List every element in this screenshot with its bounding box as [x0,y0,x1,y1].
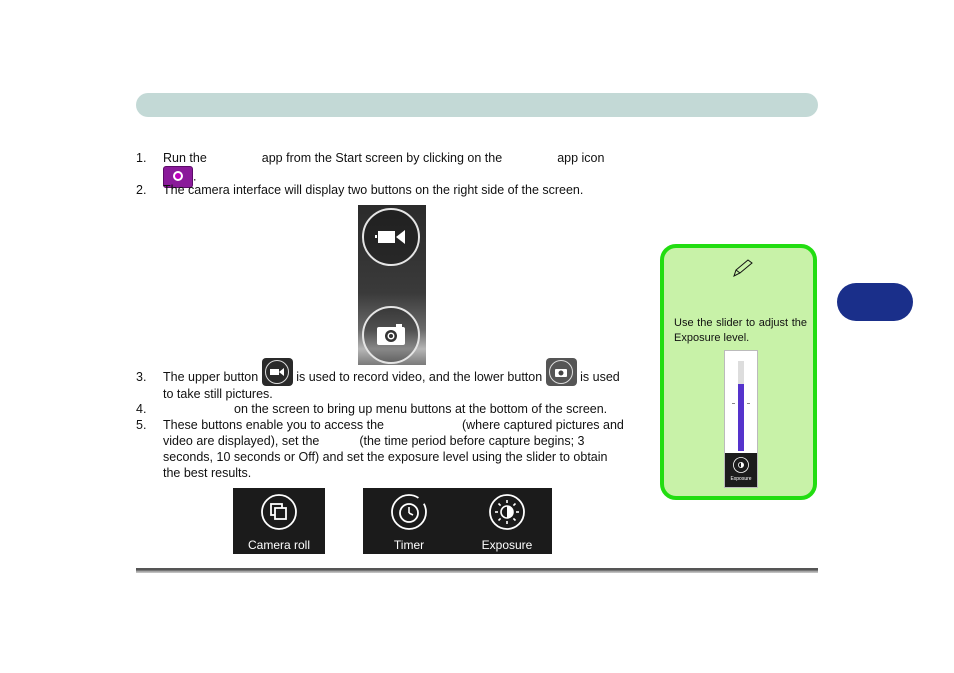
header-bar [136,93,818,117]
photo-camera-icon [376,324,406,346]
exposure-slider-footer [725,453,757,487]
step-text: app from the Start screen by clicking on the [261,151,503,165]
camera-roll-label: Camera roll [247,538,310,552]
step-number: 3. [136,370,147,384]
camera-roll-strip [233,488,325,554]
step-text: on the screen to bring up menu buttons at the bottom of the screen. [234,402,608,416]
timer-icon [389,492,429,532]
timer-exposure-strip [363,488,552,554]
timer-button[interactable] [363,488,455,554]
slider-tick [747,403,750,404]
photo-button-icon [546,358,577,386]
step-text: These buttons enable you to access the [163,418,384,432]
step-text: Run the [163,151,207,165]
step-text: seconds, 10 seconds or Off) and set the exposure level using the slider to obtain [163,450,608,464]
exposure-label: Exposure [481,538,533,552]
step-number: 5. [136,418,147,432]
video-record-button[interactable] [362,208,420,266]
step-text: is used [580,370,620,384]
step-text: (where captured pictures and [461,418,624,432]
step-text: The camera interface will display two buttons on the right side of the screen. [163,183,584,197]
step-text: The upper button [163,370,259,384]
pencil-icon [732,258,754,278]
exposure-slider-panel [724,350,758,488]
exposure-slider[interactable] [738,361,744,451]
camera-buttons-panel [358,205,426,365]
photo-capture-button[interactable] [362,306,420,364]
footer-bar [136,568,818,573]
timer-label: Timer [393,538,425,552]
note-text: Use the slider to adjust the Exposure level. [674,317,807,344]
step-text: . [193,169,197,184]
step-text: to take still pictures. [163,386,273,401]
video-button-icon [262,358,293,386]
step-text: app icon [557,151,605,165]
exposure-icon [732,456,750,474]
exposure-button[interactable] [461,488,553,554]
step-text: the best results. [163,466,252,480]
exposure-icon [487,492,527,532]
step-text: (the time period before capture begins; 3 [359,434,585,448]
note-box [660,244,817,500]
exposure-slider-label: Exposure [730,476,752,482]
step-number: 1. [136,151,147,165]
step-number: 4. [136,402,147,416]
step-text: video are displayed), set the [163,434,320,448]
exposure-slider-fill [738,384,744,452]
camera-roll-button[interactable] [233,488,325,554]
step-number: 2. [136,183,147,197]
chapter-tab [837,283,913,321]
slider-tick [732,403,735,404]
camera-roll-icon [259,492,299,532]
video-camera-icon [374,227,408,247]
step-text: is used to record video, and the lower button [296,370,543,384]
